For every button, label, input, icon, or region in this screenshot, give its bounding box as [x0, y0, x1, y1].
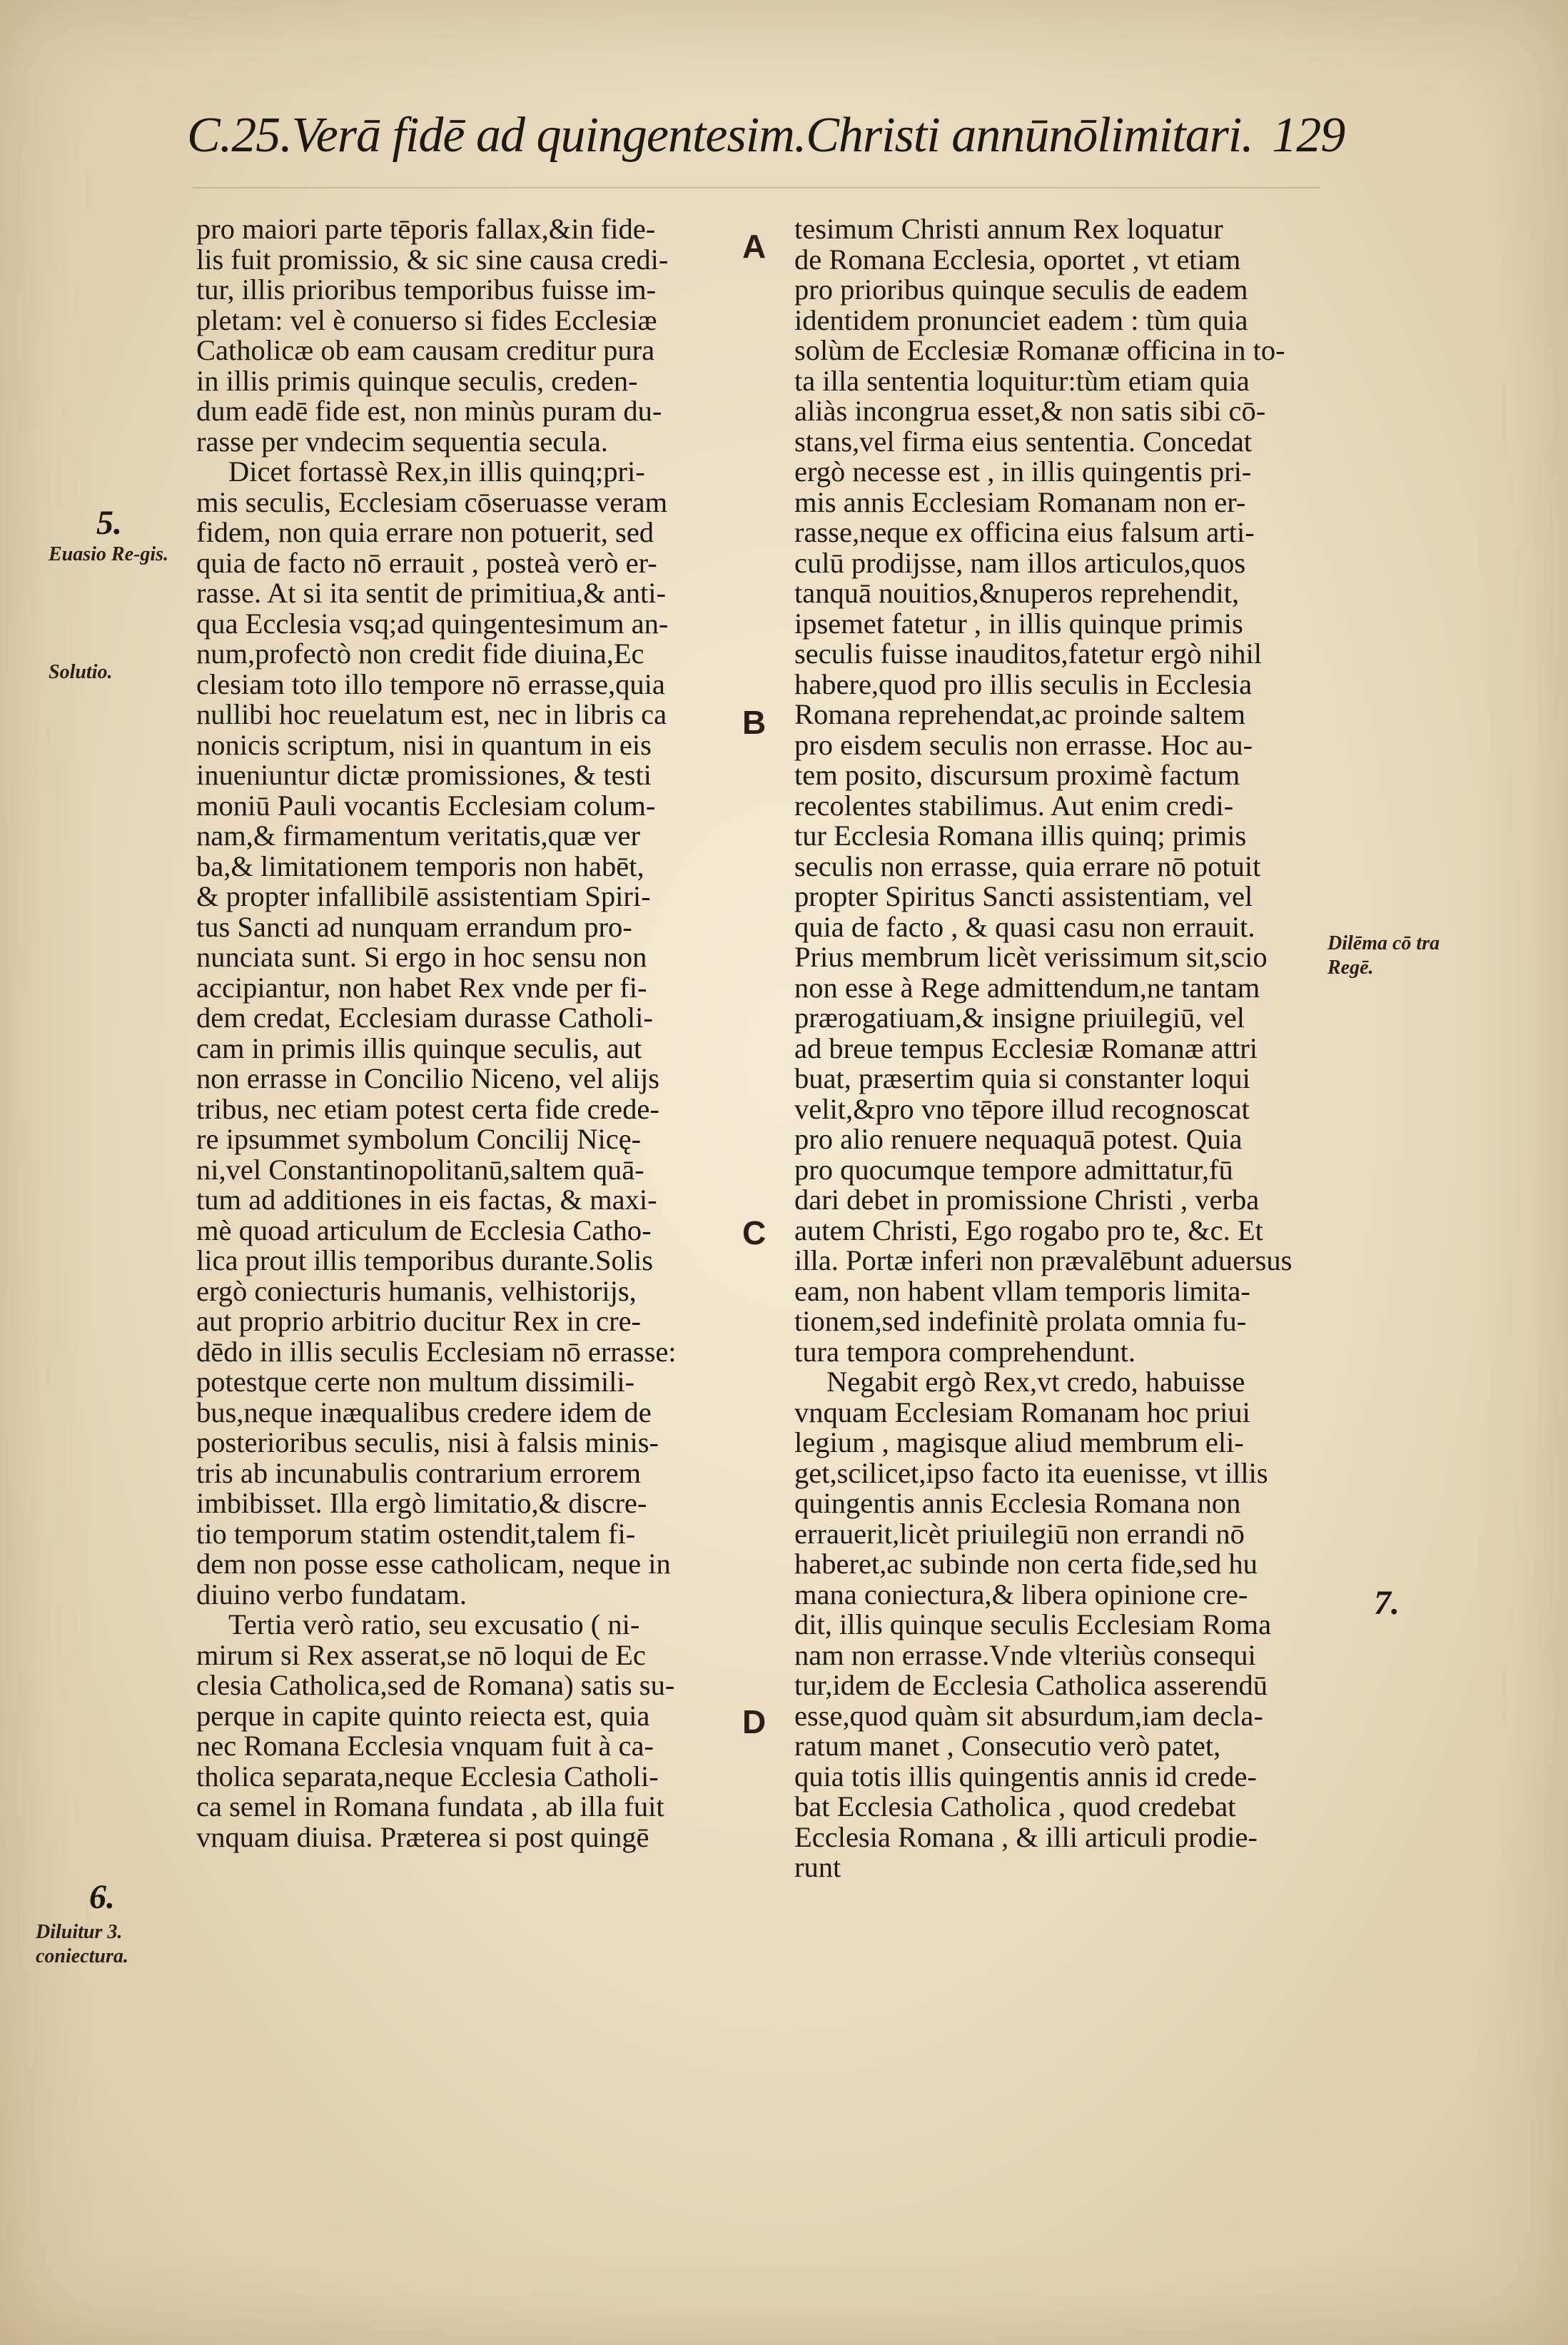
text-line: Prius membrum licèt verissimum sit,scio [794, 941, 1268, 973]
text-line: accipiantur, non habet Rex vnde per fi- [196, 971, 647, 1004]
margin-number-7: 7. [1374, 1584, 1400, 1622]
text-line: recolentes stabilimus. Aut enim credi- [794, 789, 1234, 822]
text-line: mis seculis, Ecclesiam cōseruasse veram [196, 485, 668, 518]
text-line: bus,neque inæqualibus credere idem de [196, 1396, 652, 1428]
text-line: ad breue tempus Ecclesiæ Romanæ attri [794, 1032, 1258, 1064]
text-line: posterioribus seculis, nisi à falsis minis- [196, 1426, 659, 1458]
section-marker-c: C [742, 1214, 767, 1251]
text-line: pro quocumque tempore admittatur,fū [794, 1153, 1233, 1186]
text-line: nec Romana Ecclesia vnquam fuit à ca- [196, 1730, 654, 1762]
text-line: lis fuit promissio, & sic sine causa credi- [196, 243, 669, 276]
text-line: ratum manet , Consecutio verò patet, [794, 1730, 1221, 1762]
text-line: & propter infallibilē assistentiam Spiri- [196, 880, 651, 912]
text-line: clesia Catholica,sed de Romana) satis su- [196, 1669, 675, 1701]
text-line: non esse à Rege admittendum,ne tantam [794, 971, 1260, 1004]
text-line: de Romana Ecclesia, oportet , vt etiam [794, 243, 1241, 276]
header-title: C.25.Verā fidē ad quingentesim.Christi annūnōlimitari. [187, 108, 1253, 163]
text-line: tio temporum statim ostendit,talem fi- [196, 1517, 636, 1550]
text-line: solùm de Ecclesiæ Romanæ officina in to- [794, 334, 1285, 366]
text-line: nullibi hoc reuelatum est, nec in libris ca [196, 698, 667, 730]
text-line: vnquam diuisa. Præterea si post quingē [196, 1820, 649, 1853]
section-marker-d: D [742, 1703, 767, 1740]
page-number: 129 [1272, 108, 1345, 163]
margin-note-solutio: Solutio. [49, 661, 113, 683]
text-line: autem Christi, Ego rogabo pro te, &c. Et [794, 1214, 1263, 1246]
text-line: ta illa sententia loquitur:tùm etiam quia [794, 364, 1250, 397]
text-line: rasse per vndecim sequentia secula. [196, 425, 608, 458]
text-line: dem non posse esse catholicam, neque in [196, 1548, 671, 1580]
text-line: qua Ecclesia vsq;ad quingentesimum an- [196, 607, 669, 640]
text-line: ca semel in Romana fundata , ab illa fuit [196, 1790, 664, 1822]
text-line: moniū Pauli vocantis Ecclesiam colum- [196, 789, 656, 822]
text-line: quia totis illis quingentis annis id crede- [794, 1760, 1257, 1792]
text-line: potestque certe non multum dissimili- [196, 1366, 635, 1398]
text-line: nunciata sunt. Si ergo in hoc sensu non [196, 941, 647, 973]
text-line: tur, illis prioribus temporibus fuisse im- [196, 273, 657, 306]
text-line: aliàs incongrua esset,& non satis sibi cō- [794, 395, 1266, 427]
text-line: ergò necesse est , in illis quingentis pri- [794, 455, 1252, 488]
text-line: tur,idem de Ecclesia Catholica asserendū [794, 1669, 1268, 1701]
text-line: nam,& firmamentum veritatis,quæ ver [196, 820, 640, 852]
header-rule [193, 187, 1320, 188]
text-line: quia de facto , & quasi casu non errauit. [794, 910, 1255, 943]
text-line: pro prioribus quinque seculis de eadem [794, 273, 1248, 306]
text-line: fidem, non quia errare non potuerit, sed [196, 516, 654, 548]
text-line: culū prodijsse, nam illos articulos,quos [794, 546, 1246, 579]
text-line: tris ab incunabulis contrarium errorem [196, 1456, 642, 1489]
text-line: Dicet fortassè Rex,in illis quinq;pri- [228, 455, 645, 488]
section-marker-b: B [742, 704, 767, 741]
text-line: pro eisdem seculis non errasse. Hoc au- [794, 728, 1253, 761]
text-line: pletam: vel è conuerso si fides Ecclesiæ [196, 303, 657, 336]
text-line: propter Spiritus Sancti assistentiam, vel [794, 880, 1253, 912]
text-line: dēdo in illis seculis Ecclesiam nō errasse: [196, 1335, 677, 1368]
text-line: runt [794, 1851, 841, 1883]
right-column [794, 214, 1315, 1883]
text-line: quingentis annis Ecclesia Romana non [794, 1487, 1241, 1519]
text-line: Catholicæ ob eam causam creditur pura [196, 334, 655, 366]
text-line: dari debet in promissione Christi , verba [794, 1184, 1260, 1216]
text-line: Tertia verò ratio, seu excusatio ( ni- [228, 1608, 640, 1640]
text-line: clesiam toto illo tempore nō errasse,quia [196, 667, 665, 700]
text-line: tholica separata,neque Ecclesia Catholi- [196, 1760, 659, 1792]
text-line: mis annis Ecclesiam Romanam non er- [794, 485, 1246, 518]
text-line: habere,quod pro illis seculis in Ecclesia [794, 667, 1253, 700]
text-line: imbibisset. Illa ergò limitatio,& discre- [196, 1487, 647, 1519]
text-line: tem posito, discursum proximè factum [794, 759, 1240, 791]
text-line: mirum si Rex asserat,se nō loqui de Ec [196, 1638, 646, 1671]
text-line: velit,&pro vno tēpore illud recognoscat [794, 1092, 1250, 1125]
margin-number-6: 6. [89, 1878, 115, 1916]
text-line: mè quoad articulum de Ecclesia Catho- [196, 1214, 652, 1246]
text-line: legium , magisque aliud membrum eli- [794, 1426, 1244, 1458]
text-line: eam, non habent vllam temporis limita- [794, 1274, 1250, 1307]
text-line: ba,& limitationem temporis non habēt, [196, 849, 644, 882]
text-line: prærogatiuam,& insigne priuilegiū, vel [794, 1002, 1245, 1034]
text-line: buat, præsertim quia si constanter loqui [794, 1062, 1250, 1094]
text-line: ipsemet fatetur , in illis quinque primis [794, 607, 1243, 640]
text-line: tura tempora comprehendunt. [794, 1335, 1135, 1368]
text-line: perque in capite quinto reiecta est, quia [196, 1699, 650, 1732]
text-line: pro alio renuere nequaquā potest. Quia [794, 1123, 1243, 1155]
text-line: get,scilicet,ipso facto ita euenisse, vt illis [794, 1456, 1268, 1489]
text-line: re ipsummet symbolum Concilij Nicę- [196, 1123, 642, 1155]
text-line: lica prout illis temporibus durante.Solis [196, 1244, 654, 1276]
text-line: inueniuntur dictæ promissiones, & testi [196, 759, 652, 791]
text-line: num,profectò non credit fide diuina,Ec [196, 637, 644, 670]
margin-note-evasio: Euasio Re-gis. [49, 543, 169, 565]
text-line: Ecclesia Romana , & illi articuli prodie- [794, 1820, 1258, 1853]
text-line: nam non errasse.Vnde vlteriùs consequi [794, 1638, 1256, 1671]
text-line: pro maiori parte tēporis fallax,&in fide- [196, 213, 656, 245]
text-line: nonicis scriptum, nisi in quantum in eis [196, 728, 652, 761]
text-line: tus Sancti ad nunquam errandum pro- [196, 910, 632, 943]
text-line: dem credat, Ecclesiam durasse Catholi- [196, 1002, 653, 1034]
text-line: quia de facto nō errauit , posteà verò er- [196, 546, 657, 579]
text-line: in illis primis quinque seculis, creden- [196, 364, 638, 397]
text-line: tribus, nec etiam potest certa fide crede- [196, 1092, 659, 1125]
margin-number-5: 5. [96, 504, 122, 542]
text-line: ergò coniecturis humanis, velhistorijs, [196, 1274, 637, 1307]
text-line: Romana reprehendat,ac proinde saltem [794, 698, 1245, 730]
text-line: seculis non errasse, quia errare nō potuit [794, 849, 1261, 882]
text-line: tanquā nouitios,&nuperos reprehendit, [794, 577, 1240, 609]
text-line: tum ad additiones in eis factas, & maxi- [196, 1184, 657, 1216]
margin-note-dilemma: Dilēma cō tra Regē. [1327, 932, 1440, 979]
text-line: identidem pronunciet eadem : tùm quia [794, 303, 1248, 336]
text-line: tesimum Christi annum Rex loquatur [794, 213, 1223, 245]
text-line: stans,vel firma eius sententia. Concedat [794, 425, 1253, 458]
margin-note-diluitur: Diluitur 3. coniectura. [36, 1921, 128, 1967]
text-line: mana coniectura,& libera opinione cre- [794, 1578, 1248, 1610]
text-line: Negabit ergò Rex,vt credo, habuisse [826, 1366, 1245, 1398]
text-line: non errasse in Concilio Niceno, vel alijs [196, 1062, 659, 1094]
text-line: illa. Portæ inferi non prævalēbunt aduersus [794, 1244, 1293, 1276]
text-line: errauerit,licèt priuilegiū non errandi nō [794, 1517, 1245, 1550]
text-line: tionem,sed indefinitè prolata omnia fu- [794, 1305, 1247, 1337]
text-line: cam in primis illis quinque seculis, aut [196, 1032, 642, 1064]
text-line: haberet,ac subinde non certa fide,sed hu [794, 1548, 1258, 1580]
text-line: dum eadē fide est, non minùs puram du- [196, 395, 662, 427]
section-marker-a: A [742, 228, 767, 265]
text-line: tur Ecclesia Romana illis quinq; primis [794, 820, 1247, 852]
text-line: seculis fuisse inauditos,fatetur ergò nihil [794, 637, 1263, 670]
left-column [196, 214, 728, 1852]
text-line: bat Ecclesia Catholica , quod credebat [794, 1790, 1236, 1822]
text-line: ni,vel Constantinopolitanū,saltem quā- [196, 1153, 644, 1186]
text-line: rasse,neque ex officina eius falsum arti- [794, 516, 1255, 548]
running-header [187, 107, 1345, 164]
text-line: dit, illis quinque seculis Ecclesiam Roma [794, 1608, 1272, 1640]
text-line: vnquam Ecclesiam Romanam hoc priui [794, 1396, 1250, 1428]
text-line: diuino verbo fundatam. [196, 1578, 467, 1610]
text-line: esse,quod quàm sit absurdum,iam decla- [794, 1699, 1263, 1732]
text-line: rasse. At si ita sentit de primitiua,& anti- [196, 577, 667, 609]
text-line: aut proprio arbitrio ducitur Rex in cre- [196, 1305, 642, 1337]
